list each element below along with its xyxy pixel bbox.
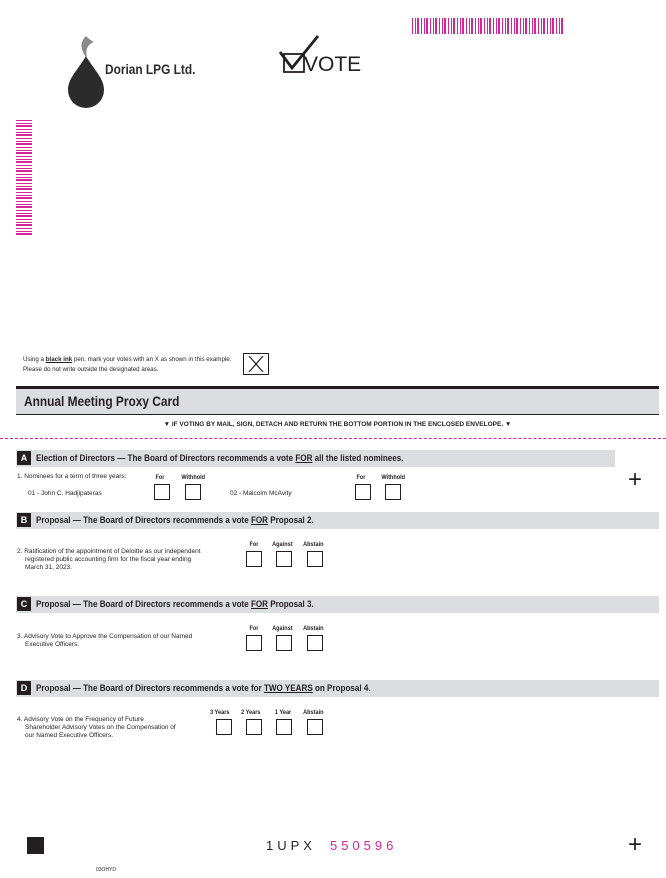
- nominee-1: 01 - John C. Hadjipateras: [28, 490, 102, 497]
- barcode-left: [16, 120, 32, 235]
- col-for: For: [249, 625, 259, 632]
- registration-square: [27, 837, 44, 854]
- col-abstain: Abstain: [303, 625, 324, 632]
- proposal-3-abstain-checkbox[interactable]: [307, 635, 323, 651]
- proposal-4-2years-checkbox[interactable]: [246, 719, 262, 735]
- section-a-heading: Election of Directors — The Board of Directors recommends a vote FOR all the listed nominees.: [36, 453, 404, 464]
- vote-check-icon: [278, 34, 362, 76]
- proposal-2-against-checkbox[interactable]: [276, 551, 292, 567]
- vote-label: VOTE: [304, 53, 362, 76]
- registration-plus-icon: +: [628, 466, 643, 493]
- col-1-year: 1 Year: [274, 709, 292, 716]
- divider: [16, 414, 659, 415]
- card-title: Annual Meeting Proxy Card: [24, 393, 180, 409]
- nominee-2-withhold-checkbox[interactable]: [385, 484, 401, 500]
- company-name: Dorian LPG Ltd.: [105, 62, 196, 77]
- section-b-letter: B: [17, 513, 31, 527]
- col-against: Against: [272, 541, 293, 548]
- nominee-2-for-checkbox[interactable]: [355, 484, 371, 500]
- col-for: For: [356, 474, 366, 481]
- col-withhold: Withhold: [181, 474, 206, 481]
- col-2-years: 2 Years: [241, 709, 261, 716]
- section-d-letter: D: [17, 681, 31, 695]
- small-form-code: 03OHYD: [96, 867, 117, 873]
- proposal-3-text: 3. Advisory Vote to Approve the Compensation of our Named Executive Officers.: [17, 633, 193, 648]
- section-c-letter: C: [17, 597, 31, 611]
- form-code: 1UPX 550596: [266, 838, 398, 853]
- section-b-heading: Proposal — The Board of Directors recommends a vote FOR Proposal 2.: [36, 515, 314, 526]
- col-for: For: [155, 474, 165, 481]
- voting-instructions: Using a black ink pen, mark your votes with an X as shown in this example. Please do not write outside the designated areas.: [23, 356, 232, 373]
- logo-drop-icon: [64, 34, 108, 108]
- form-number: 550596: [329, 838, 398, 853]
- col-3-years: 3 Years: [210, 709, 230, 716]
- col-for: For: [249, 541, 259, 548]
- perforation-line: [0, 438, 666, 439]
- proposal-2-for-checkbox[interactable]: [246, 551, 262, 567]
- col-abstain: Abstain: [303, 541, 324, 548]
- col-against: Against: [272, 625, 293, 632]
- proposal-2-text: 2. Ratification of the appointment of Deloitte as our independent registered public accounting firm for the fiscal year ending March 31, 2023.: [17, 548, 201, 571]
- registration-plus-icon: +: [628, 831, 643, 858]
- proposal-4-abstain-checkbox[interactable]: [307, 719, 323, 735]
- detach-instruction: ▼ IF VOTING BY MAIL, SIGN, DETACH AND RETURN THE BOTTOM PORTION IN THE ENCLOSED ENVELOPE. ▼: [163, 421, 512, 428]
- barcode-top: [412, 18, 563, 34]
- proposal-4-3years-checkbox[interactable]: [216, 719, 232, 735]
- proposal-3-for-checkbox[interactable]: [246, 635, 262, 651]
- proposal-4-1year-checkbox[interactable]: [276, 719, 292, 735]
- proposal-3-against-checkbox[interactable]: [276, 635, 292, 651]
- section-a-letter: A: [17, 451, 31, 465]
- section-c-heading: Proposal — The Board of Directors recommends a vote FOR Proposal 3.: [36, 599, 314, 610]
- example-mark-box: [243, 353, 269, 375]
- section-d-heading: Proposal — The Board of Directors recommends a vote for TWO YEARS on Proposal 4.: [36, 683, 371, 694]
- proposal-4-text: 4. Advisory Vote on the Frequency of Future Shareholder Advisory Votes on the Compensation of our Named Executive Officers.: [17, 716, 176, 739]
- proposal-2-abstain-checkbox[interactable]: [307, 551, 323, 567]
- col-abstain: Abstain: [303, 709, 324, 716]
- nominee-1-for-checkbox[interactable]: [154, 484, 170, 500]
- x-mark-icon: [244, 354, 268, 374]
- nominee-1-withhold-checkbox[interactable]: [185, 484, 201, 500]
- nominee-2: 02 - Malcolm McAvity: [230, 490, 292, 497]
- col-withhold: Withhold: [381, 474, 406, 481]
- nominees-question: 1. Nominees for a term of three years:: [17, 473, 127, 480]
